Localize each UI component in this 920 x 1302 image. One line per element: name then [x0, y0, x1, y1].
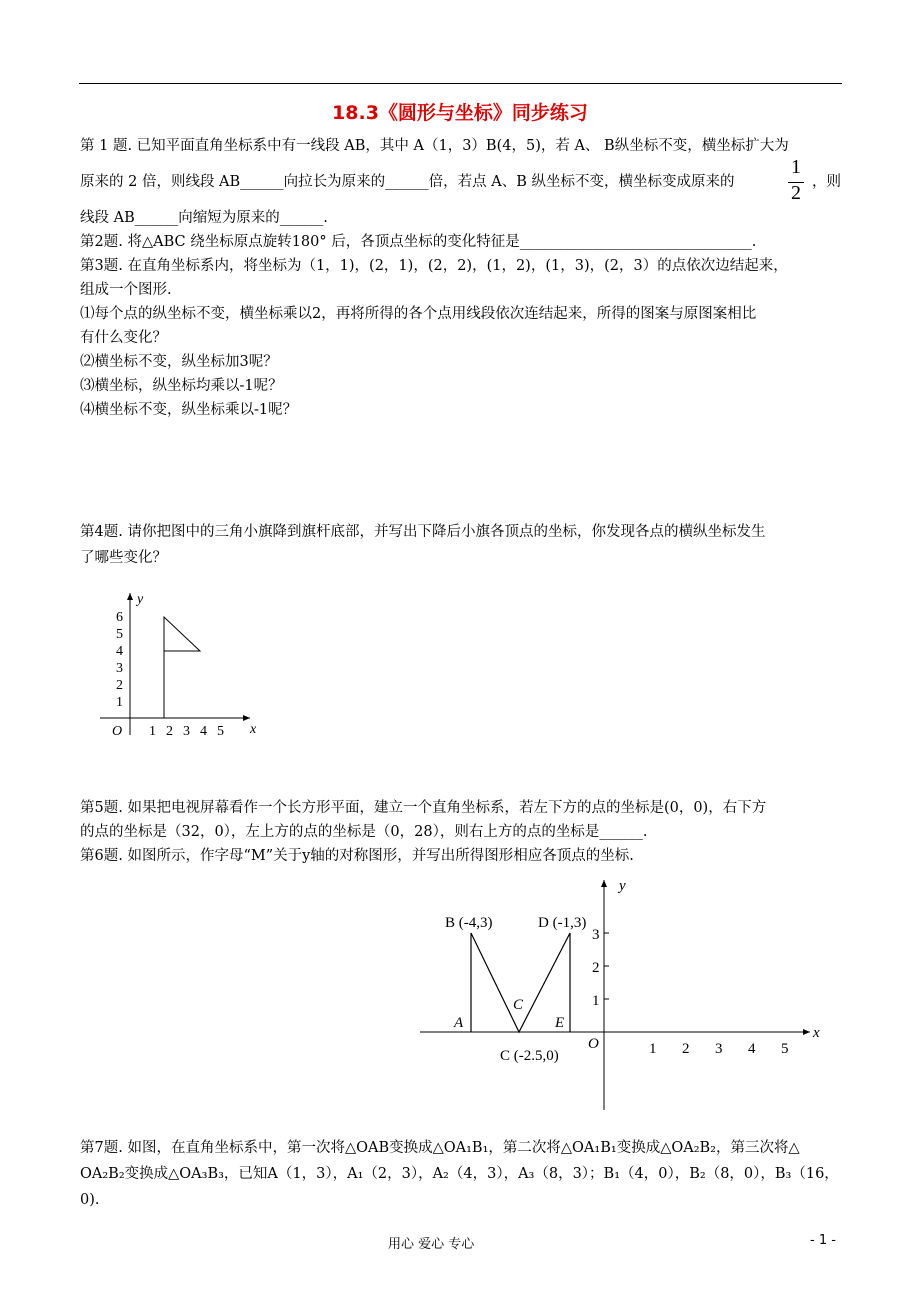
- q3-line1: 第3题. 在直角坐标系内，将坐标为（1，1)，(2，1)，(2，2)，(1，2)，(1，3)，(2，3）的点依次边结起来，: [80, 258, 788, 274]
- x-tick-label: 2: [682, 1041, 690, 1057]
- x-tick-label: 3: [715, 1041, 723, 1057]
- q1-line1: 第 1 题. 已知平面直角坐标系中有一线段 AB，其中 A（1，3）B(4，5)，若 A、 B纵坐标不变，横坐标扩大为: [80, 138, 789, 154]
- q3-sub3: ⑶横坐标，纵坐标均乘以-1呢？: [80, 378, 283, 394]
- fraction-numerator: 1: [791, 156, 801, 178]
- label-b: B (-4,3): [445, 915, 493, 931]
- label-c-top: C: [513, 997, 524, 1013]
- y-tick-label: 3: [592, 927, 600, 943]
- x-tick-label: 5: [781, 1041, 789, 1057]
- q3-sub2: ⑵横坐标不变，纵坐标加3呢？: [80, 354, 278, 370]
- fraction-denominator: 2: [791, 182, 801, 204]
- label-c-bottom: C (-2.5,0): [500, 1048, 559, 1064]
- y-tick-label: 4: [116, 644, 123, 659]
- x-tick-label: 2: [166, 724, 173, 739]
- q6-line1: 第6题. 如图所示，作字母“M”关于y轴的对称图形，并写出所得图形相应各顶点的坐标.: [80, 848, 634, 864]
- x-axis-label: x: [250, 722, 257, 737]
- x-tick-labels: [149, 724, 224, 739]
- q2-line1: 第2题. 将△ABC 绕坐标原点旋转180° 后，各顶点坐标的变化特征是________________________________.: [80, 234, 757, 250]
- q5-line2: 的点的坐标是（32，0），左上方的点的坐标是（0，28），则右上方的点的坐标是______.: [80, 824, 648, 840]
- y-tick-label: 2: [592, 960, 600, 976]
- x-tick-label: 4: [748, 1041, 756, 1057]
- q1-line2: 原来的 2 倍，则线段 AB______向拉长为原来的______倍，若点 A、B 纵坐标不变，横坐标变成原来的: [80, 174, 735, 190]
- flag-triangle: [164, 617, 200, 651]
- y-tick-label: 1: [116, 695, 123, 710]
- q1-line2-end: ，则: [812, 174, 841, 190]
- y-axis-label: y: [619, 878, 626, 894]
- q5-line1: 第5题. 如果把电视屏幕看作一个长方形平面，建立一个直角坐标系，若左下方的点的坐标是(0，0)，右下方: [80, 800, 767, 816]
- x-tick-label: 1: [149, 724, 156, 739]
- x-tick-label: 1: [649, 1041, 657, 1057]
- y-tick-label: 5: [116, 627, 123, 642]
- page-title: 18.3《圆形与坐标》同步练习: [332, 102, 588, 124]
- letter-m-figure: [420, 875, 840, 1115]
- y-tick-labels: [116, 610, 123, 710]
- q3-sub1b: 有什么变化？: [80, 330, 167, 346]
- x-tick-label: 4: [200, 724, 207, 739]
- y-tick-label: 1: [592, 993, 600, 1009]
- origin-label: O: [588, 1036, 599, 1052]
- label-e: E: [555, 1015, 565, 1031]
- x-axis-label: x: [813, 1025, 820, 1041]
- footer-text: 用心 爱心 专心: [388, 1237, 475, 1252]
- x-tick-labels: [649, 1041, 789, 1057]
- q3-sub4: ⑷横坐标不变，纵坐标乘以-1呢？: [80, 402, 298, 418]
- label-d: D (-1,3): [538, 915, 587, 931]
- flag-figure: [90, 585, 280, 745]
- y-tick-label: 2: [116, 678, 123, 693]
- q7-line3: 0).: [80, 1192, 100, 1208]
- q1-line3: 线段 AB______向缩短为原来的______.: [80, 210, 328, 226]
- q7-line2: OA₂B₂变换成△OA₃B₃，已知A（1，3），A₁（2，3），A₂（4，3），A₃（8，3）；B₁（4，0），B₂（8，0），B₃（16，: [80, 1166, 839, 1182]
- x-tick-label: 5: [217, 724, 224, 739]
- q4-line1: 第4题. 请你把图中的三角小旗降到旗杆底部，并写出下降后小旗各顶点的坐标，你发现各点的横纵坐标发生: [80, 524, 766, 540]
- y-axis-label: y: [137, 592, 144, 607]
- label-a: A: [454, 1015, 464, 1031]
- header-rule: [79, 83, 842, 84]
- y-tick-label: 6: [116, 610, 123, 625]
- q4-line2: 了哪些变化？: [80, 550, 167, 566]
- y-tick-label: 3: [116, 661, 123, 676]
- page-number: - 1 -: [810, 1233, 836, 1248]
- x-tick-label: 3: [183, 724, 190, 739]
- q3-sub1a: ⑴每个点的纵坐标不变，横坐标乘以2，再将所得的各个点用线段依次连结起来，所得的图案与原图案相比: [80, 306, 757, 322]
- y-tick-labels: [592, 927, 609, 1009]
- q7-line1: 第7题. 如图，在直角坐标系中，第一次将△OAB变换成△OA₁B₁，第二次将△OA₁B₁变换成△OA₂B₂，第三次将△: [80, 1140, 800, 1156]
- q3-line2: 组成一个图形.: [80, 282, 172, 298]
- origin-label: O: [112, 724, 123, 739]
